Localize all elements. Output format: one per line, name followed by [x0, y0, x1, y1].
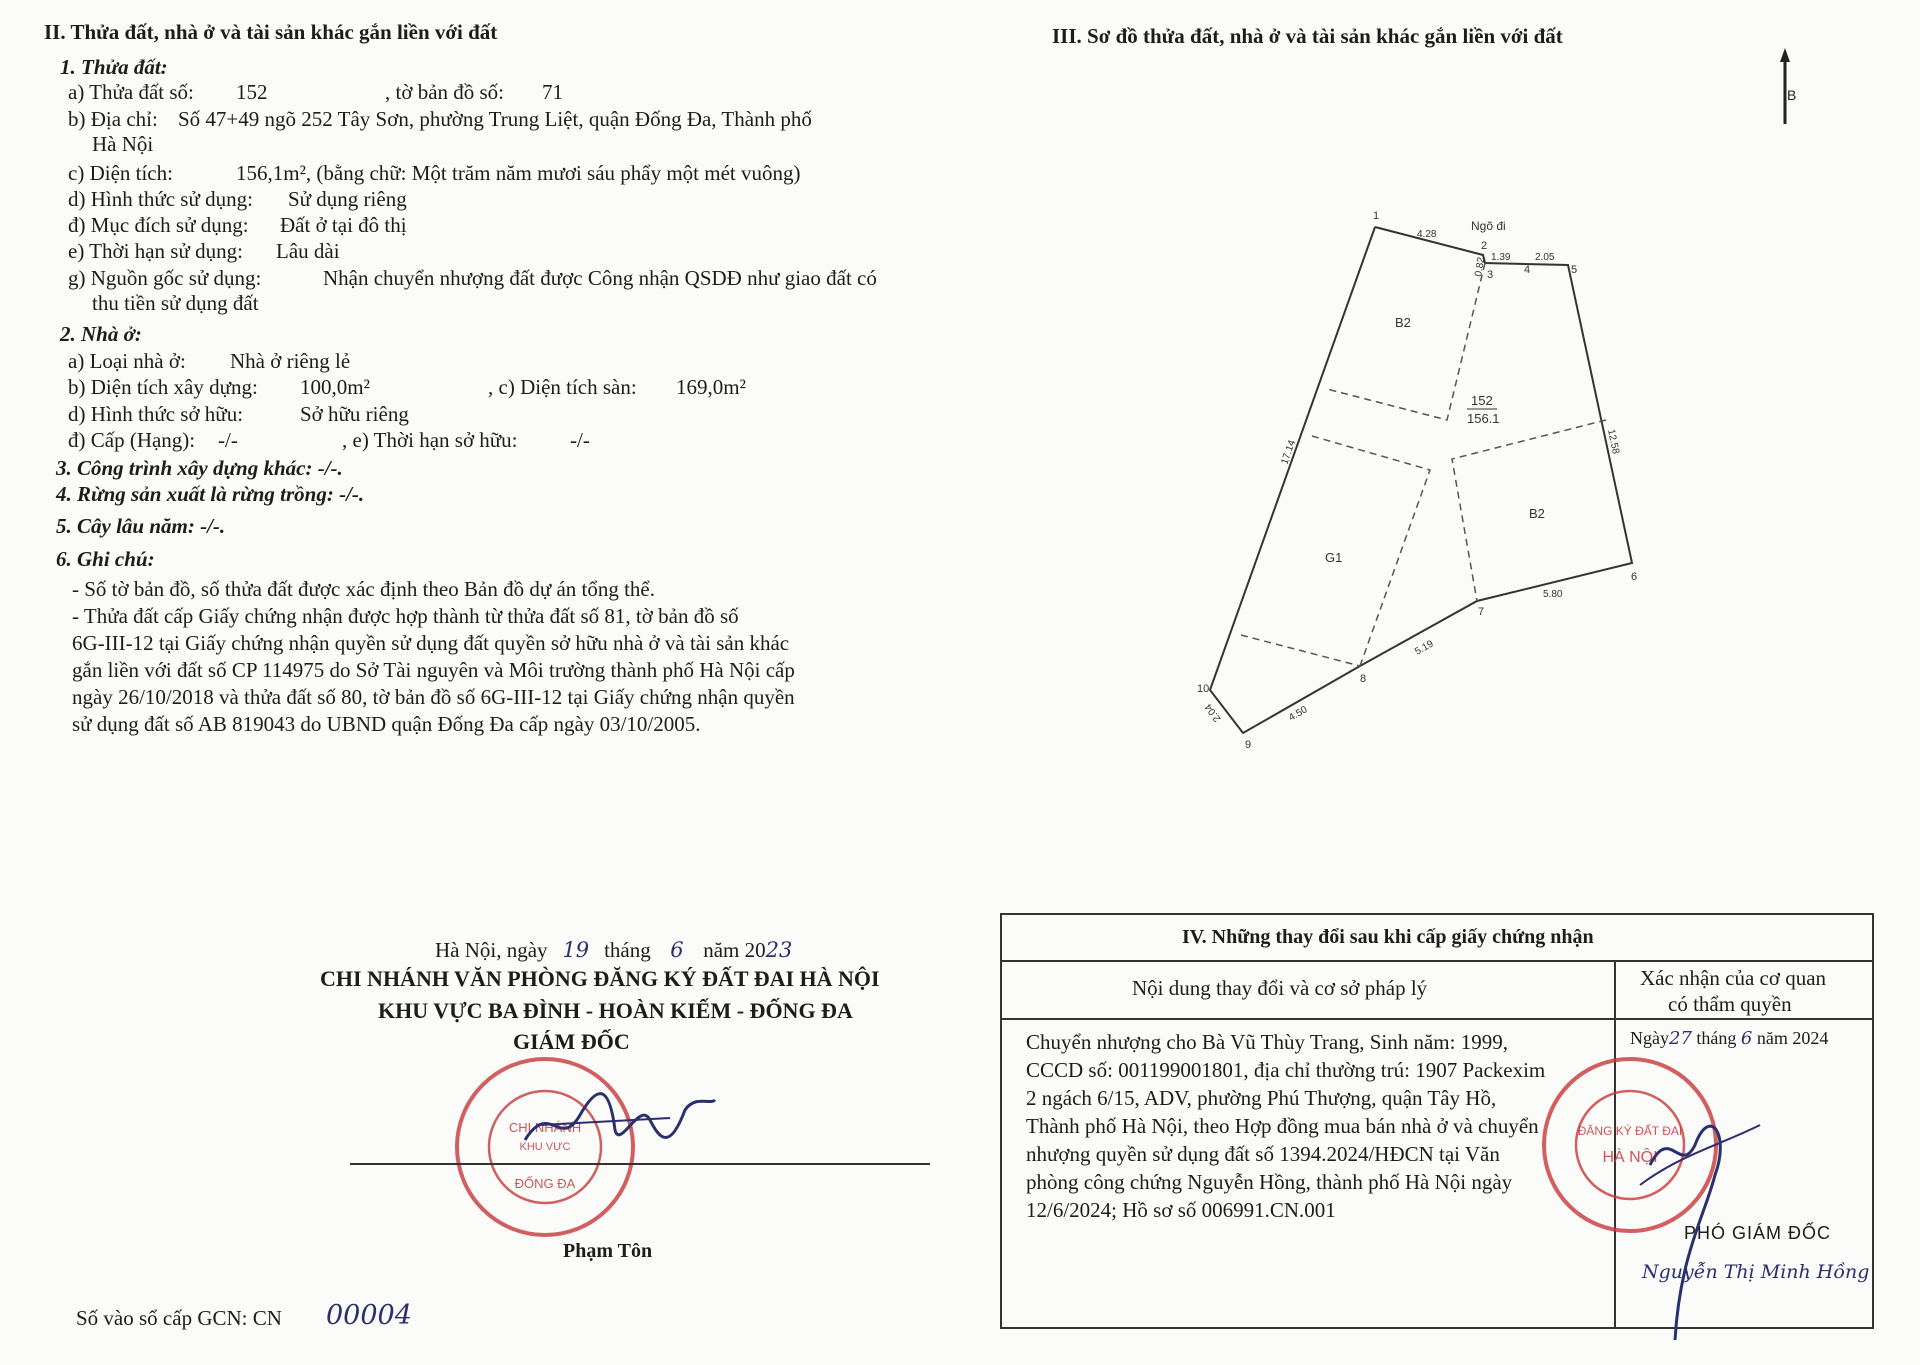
address-value: Số 47+49 ngõ 252 Tây Sơn, phường Trung Liệt, quận Đống Đa, Thành phố — [178, 107, 812, 131]
usage-form-label: d) Hình thức sử dụng: — [68, 187, 253, 211]
change-line: 2 ngách 6/15, ADV, phường Phú Thượng, quận Tây Hồ, — [1026, 1086, 1497, 1110]
floor-area-label: , c) Diện tích sàn: — [488, 375, 637, 399]
house-title: 2. Nhà ở: — [60, 322, 142, 346]
confirm-date-prefix: Ngày — [1630, 1028, 1669, 1048]
parcel-area: 156.1 — [1467, 411, 1500, 426]
date-day: 19 — [562, 938, 590, 962]
dimension-label: 2.04 — [1203, 701, 1224, 724]
signature-line — [350, 1163, 930, 1165]
ownership-form-value: Sở hữu riêng — [300, 402, 409, 426]
note-line: gắn liền với đất số CP 114975 do Sở Tài nguyên và Môi trường thành phố Hà Nội cấp — [72, 658, 795, 682]
road-label: Ngõ đi — [1471, 219, 1506, 233]
section-3-heading: III. Sơ đồ thửa đất, nhà ở và tài sản khác gắn liền với đất — [1052, 24, 1563, 48]
origin-value-cont: thu tiền sử dụng đất — [92, 291, 259, 315]
usage-form-value: Sử dụng riêng — [288, 187, 407, 211]
note-line: 6G-III-12 tại Giấy chứng nhận quyền sử dụng đất quyền sở hữu nhà ở và tài sản khác — [72, 631, 790, 655]
land-number-value: 152 — [236, 80, 268, 104]
org-line-2: KHU VỰC BA ĐÌNH - HOÀN KIẾM - ĐỐNG ĐA — [378, 998, 853, 1023]
usage-purpose-value: Đất ở tại đô thị — [280, 213, 407, 237]
origin-value: Nhận chuyển nhượng đất được Công nhận QSDĐ như giao đất có — [323, 266, 877, 290]
zone-b2-label: B2 — [1529, 506, 1545, 521]
confirm-signer: Nguyễn Thị Minh Hồng — [1642, 1261, 1870, 1283]
house-type-label: a) Loại nhà ở: — [68, 349, 186, 373]
change-line: Thành phố Hà Nội, theo Hợp đồng mua bán nhà ở và chuyển — [1026, 1114, 1539, 1138]
dimension-label: 12.58 — [1605, 428, 1622, 456]
build-area-value: 100,0m² — [300, 375, 370, 399]
address-label: b) Địa chỉ: — [68, 107, 158, 131]
sign-date — [435, 937, 792, 963]
zone-b2-label: B2 — [1395, 315, 1411, 330]
point-label: 2 — [1481, 240, 1488, 252]
build-area-label: b) Diện tích xây dựng: — [68, 375, 258, 399]
grade-value: -/- — [218, 428, 238, 452]
year-label: năm 20 — [703, 938, 766, 962]
zone-divider — [1241, 635, 1360, 666]
dimension-label: 1.39 — [1491, 252, 1511, 263]
area-value: 156,1m², (bằng chữ: Một trăm năm mươi sáu phẩy một mét vuông) — [236, 161, 801, 185]
point-label: 6 — [1631, 571, 1638, 583]
date-month: 6 — [670, 938, 684, 962]
change-line: phòng công chứng Nguyễn Hồng, thành phố Hà Nội ngày — [1026, 1170, 1513, 1194]
confirm-month: 6 — [1740, 1028, 1753, 1049]
svg-text:HÀ NỘI: HÀ NỘI — [1602, 1149, 1658, 1166]
dimension-label: 0.82 — [1473, 256, 1488, 278]
map-number-value: 71 — [542, 80, 563, 104]
month-label: tháng — [604, 938, 651, 962]
origin-label: g) Nguồn gốc sử dụng: — [68, 266, 262, 290]
svg-text:CHI NHÁNH: CHI NHÁNH — [508, 1120, 582, 1135]
signer-name: Phạm Tôn — [563, 1240, 653, 1262]
house-type-value: Nhà ở riêng lẻ — [230, 349, 351, 373]
dimension-label: 5.19 — [1413, 638, 1436, 658]
land-title: 1. Thửa đất: — [60, 55, 168, 79]
point-label: 1 — [1373, 210, 1380, 222]
col2-header-line2: có thẩm quyền — [1668, 992, 1792, 1016]
change-line: CCCD số: 001199001801, địa chỉ thường trú: 1907 Packexim — [1026, 1058, 1546, 1082]
production-forest: 4. Rừng sản xuất là rừng trồng: -/-. — [56, 482, 365, 506]
dimension-label: 5.80 — [1543, 589, 1563, 600]
zone-g1-label: G1 — [1325, 550, 1343, 565]
ownership-term-value: -/- — [570, 428, 590, 452]
note-line: - Thửa đất cấp Giấy chứng nhận được hợp thành từ thửa đất số 81, tờ bản đồ số — [72, 604, 739, 628]
usage-term-label: e) Thời hạn sử dụng: — [68, 239, 243, 263]
parcel-sketch — [1195, 205, 1655, 760]
confirm-day: 27 — [1669, 1028, 1692, 1049]
notes-title: 6. Ghi chú: — [56, 547, 155, 571]
section-2-heading: II. Thửa đất, nhà ở và tài sản khác gắn liền với đất — [44, 20, 498, 44]
dimension-label: 4.28 — [1417, 229, 1437, 240]
dimension-label: 4.50 — [1287, 704, 1310, 724]
point-label: 3 — [1487, 269, 1494, 281]
parcel-number: 152 — [1471, 393, 1493, 408]
ownership-form-label: d) Hình thức sở hữu: — [68, 402, 244, 426]
col2-header-line1: Xác nhận của cơ quan — [1640, 966, 1827, 990]
note-line: - Số tờ bản đồ, số thửa đất được xác định theo Bản đồ dự án tổng thể. — [72, 577, 656, 601]
point-label: 5 — [1571, 264, 1578, 276]
other-constructions: 3. Công trình xây dựng khác: -/-. — [56, 456, 343, 480]
zone-divider — [1327, 263, 1485, 420]
parcel-boundary — [1210, 227, 1632, 733]
confirm-date — [1630, 1028, 1828, 1049]
section-4-heading: IV. Những thay đổi sau khi cấp giấy chứng nhận — [1182, 926, 1594, 948]
dimension-label: 2.05 — [1535, 252, 1555, 263]
usage-purpose-label: đ) Mục đích sử dụng: — [68, 213, 249, 237]
usage-term-value: Lâu dài — [276, 239, 340, 263]
confirm-month-label: tháng — [1696, 1028, 1737, 1048]
north-label: B — [1787, 87, 1797, 103]
land-number-label: a) Thửa đất số: — [68, 80, 194, 104]
change-line: nhượng quyền sử dụng đất số 1394.2024/HĐCN tại Văn — [1026, 1142, 1500, 1166]
position-title: GIÁM ĐỐC — [513, 1029, 630, 1054]
note-line: sử dụng đất số AB 819043 do UBND quận Đống Đa cấp ngày 03/10/2005. — [72, 712, 701, 736]
address-value-cont: Hà Nội — [92, 132, 154, 156]
dimension-label: 17.14 — [1279, 438, 1298, 466]
north-arrow — [1770, 48, 1800, 128]
point-label: 10 — [1197, 683, 1210, 695]
grade-label: đ) Cấp (Hạng): — [68, 428, 196, 452]
date-prefix: Hà Nội, ngày — [435, 938, 548, 962]
date-year-hand: 23 — [765, 938, 793, 962]
note-line: ngày 26/10/2018 và thửa đất số 80, tờ bản đồ số 6G-III-12 tại Giấy chứng nhận quyền — [72, 685, 795, 709]
signature-right — [1620, 1085, 1770, 1345]
confirm-position: PHÓ GIÁM ĐỐC — [1684, 1223, 1832, 1243]
svg-text:ĐĂNG KÝ ĐẤT ĐAI: ĐĂNG KÝ ĐẤT ĐAI — [1577, 1124, 1683, 1138]
confirm-year: năm 2024 — [1756, 1028, 1829, 1048]
point-label: 7 — [1478, 606, 1485, 618]
point-label: 9 — [1245, 739, 1252, 751]
change-line: 12/6/2024; Hồ sơ số 006991.CN.001 — [1026, 1198, 1336, 1222]
perennial-trees: 5. Cây lâu năm: -/-. — [56, 514, 226, 538]
change-line: Chuyển nhượng cho Bà Vũ Thùy Trang, Sinh năm: 1999, — [1026, 1030, 1508, 1054]
map-number-label: , tờ bản đồ số: — [385, 80, 505, 104]
signature-left — [520, 1080, 720, 1160]
point-label: 8 — [1360, 673, 1367, 685]
svg-text:KHU VỰC: KHU VỰC — [519, 1141, 571, 1153]
area-label: c) Diện tích: — [68, 161, 173, 185]
point-label: 4 — [1524, 264, 1531, 276]
org-line-1: CHI NHÁNH VĂN PHÒNG ĐĂNG KÝ ĐẤT ĐAI HÀ NỘI — [320, 966, 880, 991]
reg-value: 00004 — [326, 1300, 412, 1331]
col1-header: Nội dung thay đổi và cơ sở pháp lý — [1132, 976, 1428, 1000]
floor-area-value: 169,0m² — [676, 375, 746, 399]
reg-label: Số vào sổ cấp GCN: CN — [76, 1306, 282, 1330]
ownership-term-label: , e) Thời hạn sở hữu: — [342, 428, 518, 452]
svg-text:ĐỐNG ĐA: ĐỐNG ĐA — [514, 1176, 576, 1191]
